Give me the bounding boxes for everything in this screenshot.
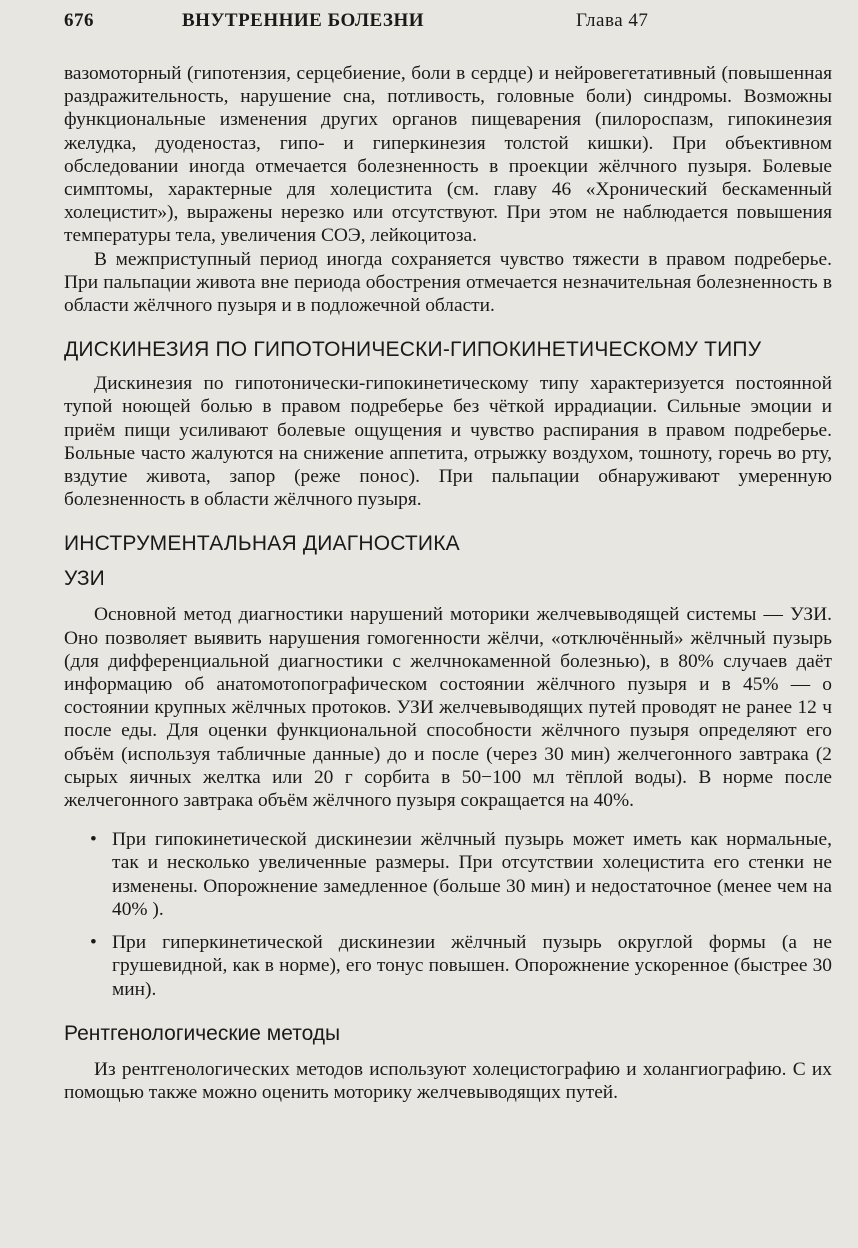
subheading-xray-methods: Рентгенологические методы	[64, 1021, 341, 1045]
bullet-marker: •	[90, 932, 97, 954]
paragraph-interictal: В межприступный период иногда сохраняется чувство тяжести в правом подреберье. При пальпации живота вне периода обострения отмечается незначительная болезненность в области жёлчного пузыря и в подложечной области.	[64, 248, 832, 317]
bullet-marker: •	[90, 829, 97, 851]
running-header	[64, 10, 824, 38]
running-title: ВНУТРЕННИЕ БОЛЕЗНИ	[182, 10, 425, 31]
page-number: 676	[64, 10, 94, 31]
heading-hypotonic-dyskinesia: ДИСКИНЕЗИЯ ПО ГИПОТОНИЧЕСКИ-ГИПОКИНЕТИЧЕСКОМУ ТИПУ	[64, 338, 762, 362]
list-item	[64, 931, 832, 1001]
list-item-text: При гиперкинетической дискинезии жёлчный пузырь округлой формы (а не грушевидной, как в норме), его тонус повышен. Опорожнение ускоренное (быстрее 30 мин).	[112, 932, 832, 1000]
heading-instrumental-diagnostics: ИНСТРУМЕНТАЛЬНАЯ ДИАГНОСТИКА	[64, 532, 460, 556]
paragraph-hypotonic-description: Дискинезия по гипотонически-гипокинетическому типу характеризуется постоянной тупой ноющей болью в правом подреберье без чёткой иррадиации. Сильные эмоции и приём пищи усиливают болевые ощущения и чувство распирания в правом подреберье. Больные часто жалуются на снижение аппетита, отрыжку воздухом, тошноту, горечь во рту, вздутие живота, запор (реже понос). При пальпации обнаруживают умеренную болезненность в области жёлчного пузыря.	[64, 373, 832, 511]
page-body	[64, 62, 832, 1104]
paragraph-ultrasound: Основной метод диагностики нарушений моторики желчевыводящей системы — УЗИ. Оно позволяет выявить нарушения гомогенности жёлчи, «отключённый» жёлчный пузырь (для дифференциальной диагностики с желчнокаменной болезнью), в 80% случаев даёт информацию об анатомотопографическом состоянии жёлчного пузыря и в 45% — о состоянии крупных жёлчных протоков. УЗИ желчевыводящих путей проводят не ранее 12 ч после еды. Для оценки функциональной способности жёлчного пузыря определяют его объём (используя табличные данные) до и после (через 30 мин) желчегонного завтрака (2 сырых яичных желтка или 20 г сорбита в 50−100 мл тёплой воды). В норме после желчегонного завтрака объём жёлчного пузыря сокращается на 40%.	[64, 604, 832, 812]
list-item	[64, 828, 832, 921]
paragraph-xray: Из рентгенологических методов используют холецистографию и холангиографию. С их помощью также можно оценить моторику желчевыводящих путей.	[64, 1058, 832, 1103]
paragraph-continued: вазомоторный (гипотензия, серцебиение, боли в сердце) и нейровегетативный (повышенная раздражительность, нарушение сна, потливость, головные боли) синдромы. Возможны функциональные изменения других органов пищеварения (пилороспазм, гипокинезия желудка, дуоденостаз, гипо- и гиперкинезия толстой кишки). При объективном обследовании иногда отмечается болезненность в проекции жёлчного пузыря. Болевые симптомы, характерные для холецистита (см. главу 46 «Хронический бескаменный холецистит»), выражены нерезко или отсутствуют. При этом не наблюдается повышения температуры тела, увеличения СОЭ, лейкоцитоза.	[64, 63, 832, 247]
ultrasound-findings-list	[64, 828, 832, 1000]
list-item-text: При гипокинетической дискинезии жёлчный пузырь может иметь как нормальные, так и несколько увеличенные размеры. При отсутствии холецистита его стенки не изменены. Опорожнение замедленное (больше 30 мин) и недостаточное (менее чем на 40% ).	[112, 829, 832, 920]
subheading-ultrasound: УЗИ	[64, 567, 105, 591]
chapter-label: Глава 47	[576, 10, 649, 31]
